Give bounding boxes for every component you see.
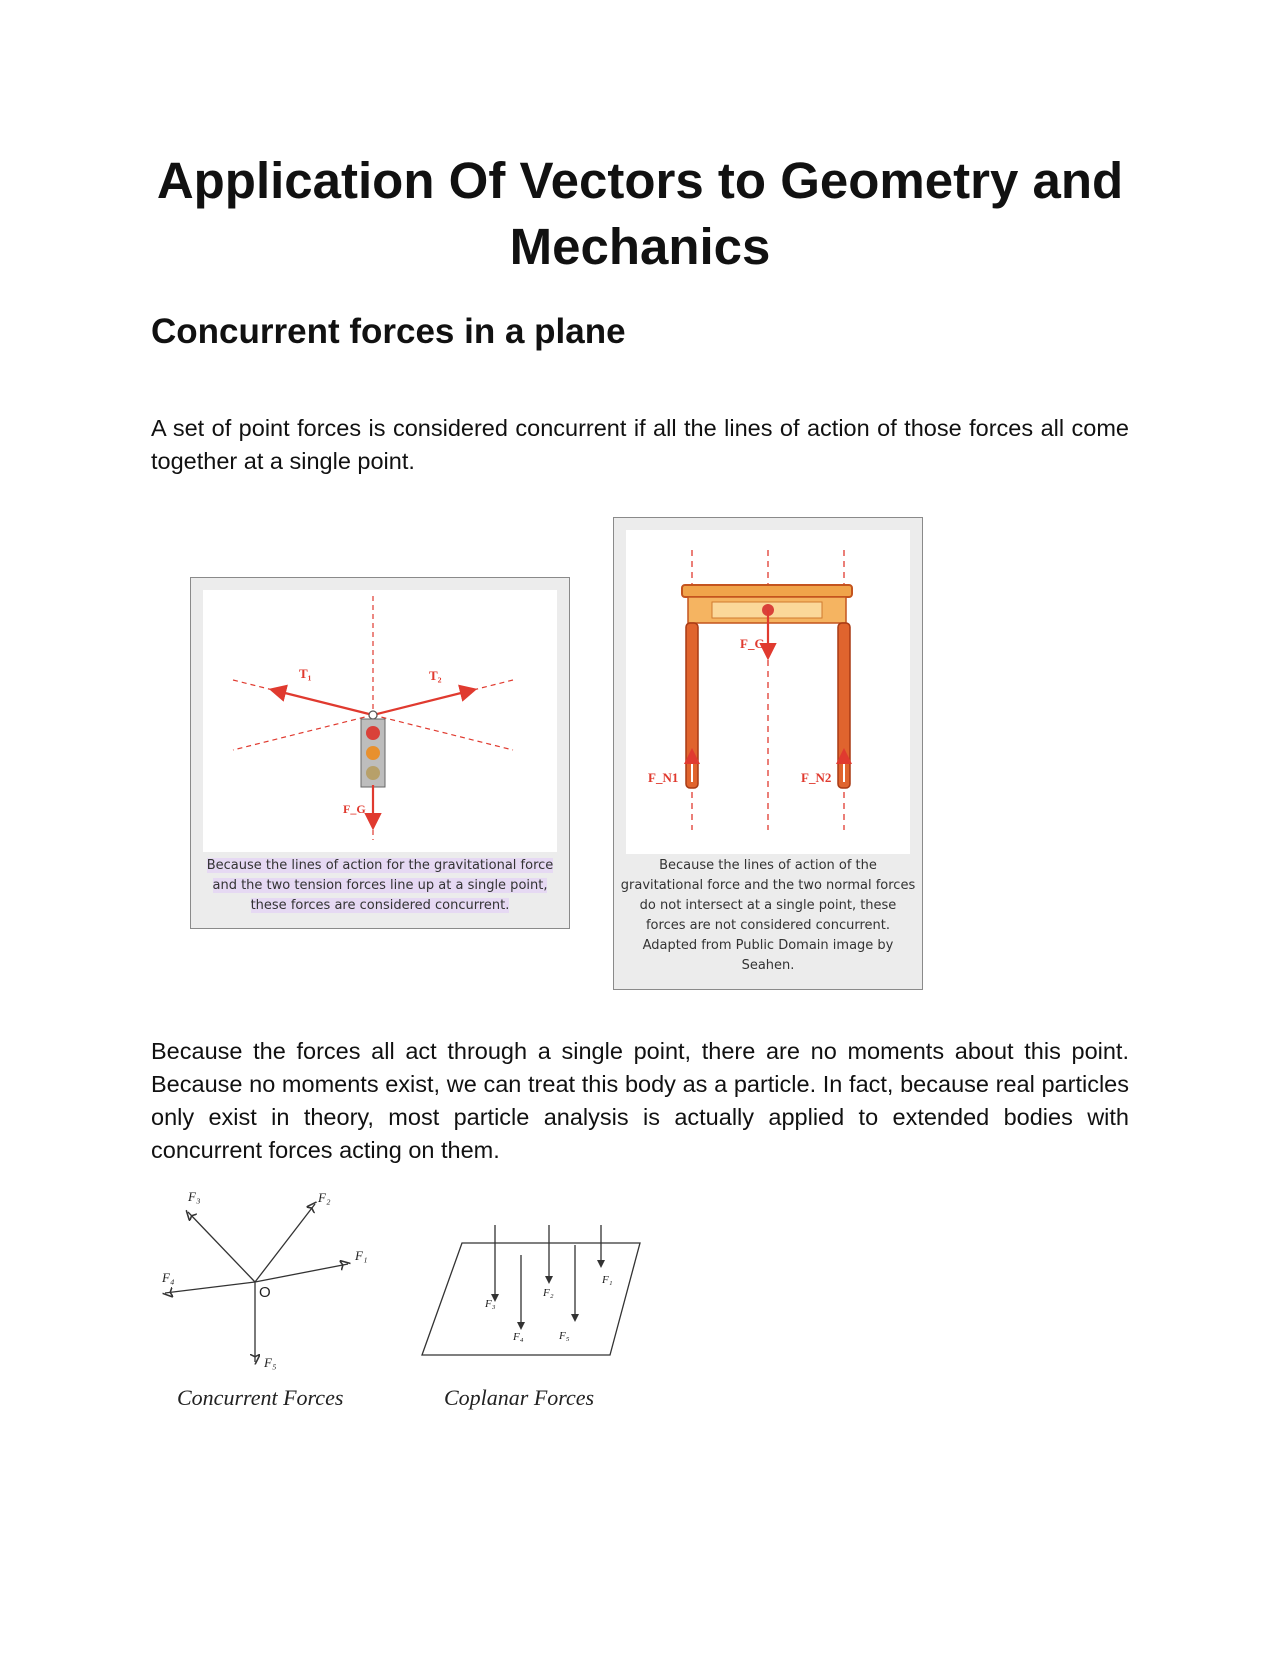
label-t2: T₂ (429, 668, 442, 683)
force-f4-arrow (165, 1282, 255, 1293)
concurrent-forces-svg (150, 1182, 390, 1382)
figure-caption (614, 856, 922, 976)
coplanar-forces-svg (415, 1215, 645, 1365)
label-fn2: F_N2 (801, 770, 832, 785)
label-fg: F_G (740, 636, 765, 651)
label-fn1: F_N1 (648, 770, 679, 785)
caption-line: gravitational force and the two normal forces (620, 878, 916, 893)
tension-arrow-t2 (373, 690, 473, 715)
label-f1: F₁ (355, 1248, 368, 1263)
table-diagram (626, 530, 910, 854)
caption-line: Adapted from Public Domain image by (642, 938, 894, 953)
plane (422, 1243, 640, 1355)
label-f2: F₂ (543, 1287, 554, 1299)
caption-line: Because the lines of action for the gravitational force (206, 858, 554, 873)
label-f5: F₅ (264, 1355, 277, 1370)
coplanar-forces-diagram (415, 1215, 645, 1365)
force-f5-arrowhead (571, 1314, 579, 1322)
traffic-light-diagram (203, 590, 557, 852)
figure-table (613, 517, 923, 990)
label-f4: F₄ (162, 1270, 175, 1285)
force-f1-arrowhead (597, 1260, 605, 1268)
force-f2-arrowhead (545, 1276, 553, 1284)
figure-traffic-light (190, 577, 570, 929)
figure-caption (191, 856, 569, 916)
force-f4-arrowhead (517, 1322, 525, 1330)
caption-line: do not intersect at a single point, these (639, 898, 897, 913)
label-f3: F₃ (188, 1189, 201, 1204)
force-f2-arrow (255, 1204, 315, 1282)
caption-line: Seahen. (741, 958, 795, 973)
concurrent-forces-diagram (150, 1182, 390, 1382)
light-green (366, 766, 380, 780)
page-title: Application Of Vectors to Geometry and Mechanics (156, 152, 1124, 275)
label-f1: F₁ (602, 1274, 613, 1286)
label-f4: F₄ (513, 1331, 524, 1343)
label-f2: F₂ (318, 1190, 331, 1205)
section-heading: Concurrent forces in a plane (151, 312, 626, 351)
table-svg (626, 530, 910, 854)
caption-line: and the two tension forces line up at a single point, (212, 878, 548, 893)
concurrent-forces-caption: Concurrent Forces (177, 1385, 344, 1410)
caption-line: Because the lines of action of the (659, 858, 877, 873)
label-t1: T₁ (299, 666, 312, 681)
light-red (366, 726, 380, 740)
junction-point (369, 711, 377, 719)
traffic-light-svg (203, 590, 557, 852)
label-fg: F_G (343, 802, 366, 816)
force-f1-arrow (255, 1264, 348, 1282)
label-origin: O (259, 1284, 271, 1301)
label-f5: F₅ (559, 1330, 570, 1342)
caption-line: forces are not considered concurrent. (645, 918, 890, 933)
paragraph-particle-analysis: Because the forces all act through a single point, there are no moments about this point. Because no moments exist, we can treat this body as a particle. In fact, because real particles only exist in theory, most particle analysis is actually applied to extended bodies with concurrent forces acting on them. (151, 1038, 1129, 1163)
force-f3-arrow (188, 1212, 255, 1282)
coplanar-forces-caption: Coplanar Forces (444, 1385, 595, 1410)
caption-line: these forces are considered concurrent. (250, 898, 510, 913)
light-amber (366, 746, 380, 760)
table-top (682, 585, 852, 597)
paragraph-definition: A set of point forces is considered concurrent if all the lines of action of those forces all come together at a single point. (151, 415, 1129, 474)
label-f3: F₃ (485, 1298, 496, 1310)
tension-arrow-t1 (273, 690, 373, 715)
